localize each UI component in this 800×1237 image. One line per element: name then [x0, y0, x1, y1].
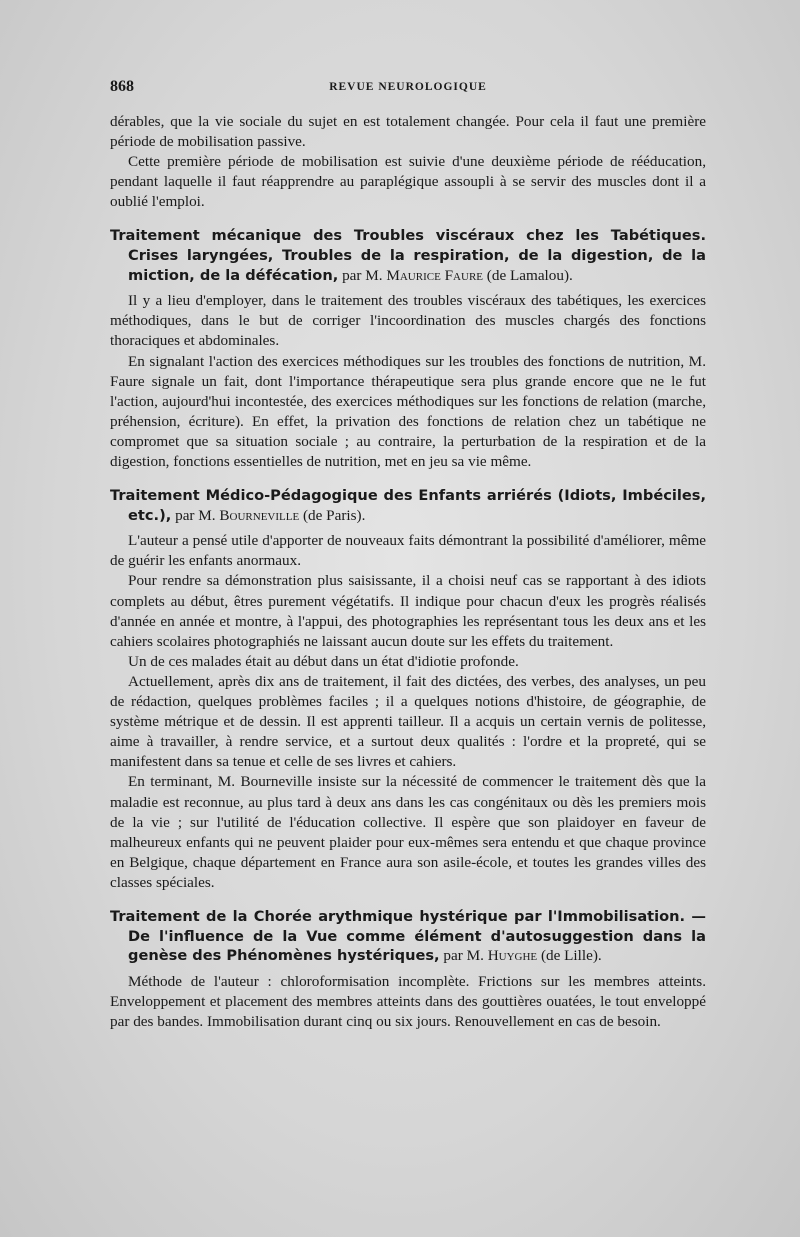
author-name: Bourneville [219, 506, 300, 524]
section-title: Traitement de la Chorée arythmique hystérique par l'Immobilisation. — De l'influence de la Vue comme élément d'autosuggestion dans la genèse des Phénomènes hystériques, [110, 907, 706, 965]
paragraph: Il y a lieu d'employer, dans le traitement des troubles viscéraux des tabétiques, les exercices méthodiques, dans le but de corriger l'incoordination des muscles chargés des fonctions thoraciques et abdominales. [110, 292, 706, 350]
section-byline: par M. Bourneville (de Paris). [175, 506, 366, 524]
author-name: Maurice Faure [386, 266, 483, 284]
paragraph: Actuellement, après dix ans de traitement, il fait des dictées, des verbes, des analyses, un peu de rédaction, quelques problèmes faciles ; il a quelques notions d'histoire, de géographie, de système métrique et de dessin. Il est apprenti tailleur. Il a acquis un certain vernis de politesse, aime à travailler, à rendre service, et a surtout deux qualités : l'ordre et la propreté, qui se manifestent dans sa tenue et celle de ses livres et cahiers. [110, 672, 706, 771]
paragraph: En signalant l'action des exercices méthodiques sur les troubles des fonctions de nutrition, M. Faure signale un fait, dont l'importance thérapeutique sera plus grande encore que ne le fut l'action, aujourd'hui incontestée, des exercices méthodiques sur les fonctions de relation (marche, préhension, écriture). En effet, la privation des fonctions de relation chez un tabétique ne compromet que sa situation sociale ; au contraire, la perturbation de la respiration et de la digestion, fonctions essentielles de nutrition, met en jeu sa vie même. [110, 352, 706, 470]
paragraph: En terminant, M. Bourneville insiste sur la nécessité de commencer le traitement dès que la maladie est reconnue, au plus tard à deux ans dans les cas congénitaux ou dès les premiers mois de la vie ; sur l'utilité de l'éducation collective. Il espère que son plaidoyer en faveur de malheureux enfants qui ne peuvent plaider pour eux-mêmes sera entendu et que chaque province en Belgique, chaque département en France aura son asile-école, et toutes les grandes villes des classes spéciales. [110, 773, 706, 891]
paragraph: Un de ces malades était au début dans un état d'idiotie profonde. [128, 652, 519, 670]
author-name: Huyghe [487, 947, 538, 965]
section-heading-choree [110, 907, 706, 966]
page-number: 868 [110, 78, 134, 95]
section-title: Traitement mécanique des Troubles viscéraux chez les Tabétiques. Crises laryngées, Troubles de la respiration, de la digestion, de la miction, de la défécation, [110, 227, 706, 284]
section-heading-tabetiques [110, 226, 706, 285]
paragraph: Cette première période de mobilisation est suivie d'une deuxième période de rééducation, pendant laquelle il faut réapprendre au paraplégique assoupli à se servir des muscles dont il a oublié l'emploi. [110, 153, 706, 211]
section-byline: par M. Maurice Faure (de Lamalou). [342, 266, 573, 284]
section-title: Traitement Médico-Pédagogique des Enfants arriérés (Idiots, Imbéciles, etc.), [110, 487, 706, 524]
journal-title: REVUE NEUROLOGIQUE [329, 81, 487, 93]
paragraph: L'auteur a pensé utile d'apporter de nouveaux faits démontrant la possibilité d'améliorer, même de guérir les enfants anormaux. [110, 532, 706, 570]
text-column [110, 78, 706, 1032]
section-byline: par M. Huyghe (de Lille). [443, 947, 602, 965]
paragraph: Méthode de l'auteur : chloroformisation incomplète. Frictions sur les membres atteints. Enveloppement et placement des membres atteints dans des gouttières ouatées, le tout enveloppé par des bandes. Immobilisation durant cinq ou six jours. Renouvellement en cas de besoin. [110, 972, 706, 1030]
running-head [110, 78, 706, 100]
section-heading-enfants-arrieres [110, 486, 706, 525]
paragraph-continued: dérables, que la vie sociale du sujet en est totalement changée. Pour cela il faut une première période de mobilisation passive. [110, 113, 706, 151]
paragraph: Pour rendre sa démonstration plus saisissante, il a choisi neuf cas se rapportant à des idiots complets au début, êtres purement végétatifs. Il indique pour chacun d'eux les progrès réalisés d'année en année et montre, à l'appui, des photographies les représentant tous les deux ans et les cahiers scolaires photographiés ne laissant aucun doute sur les effets du traitement. [110, 572, 706, 650]
